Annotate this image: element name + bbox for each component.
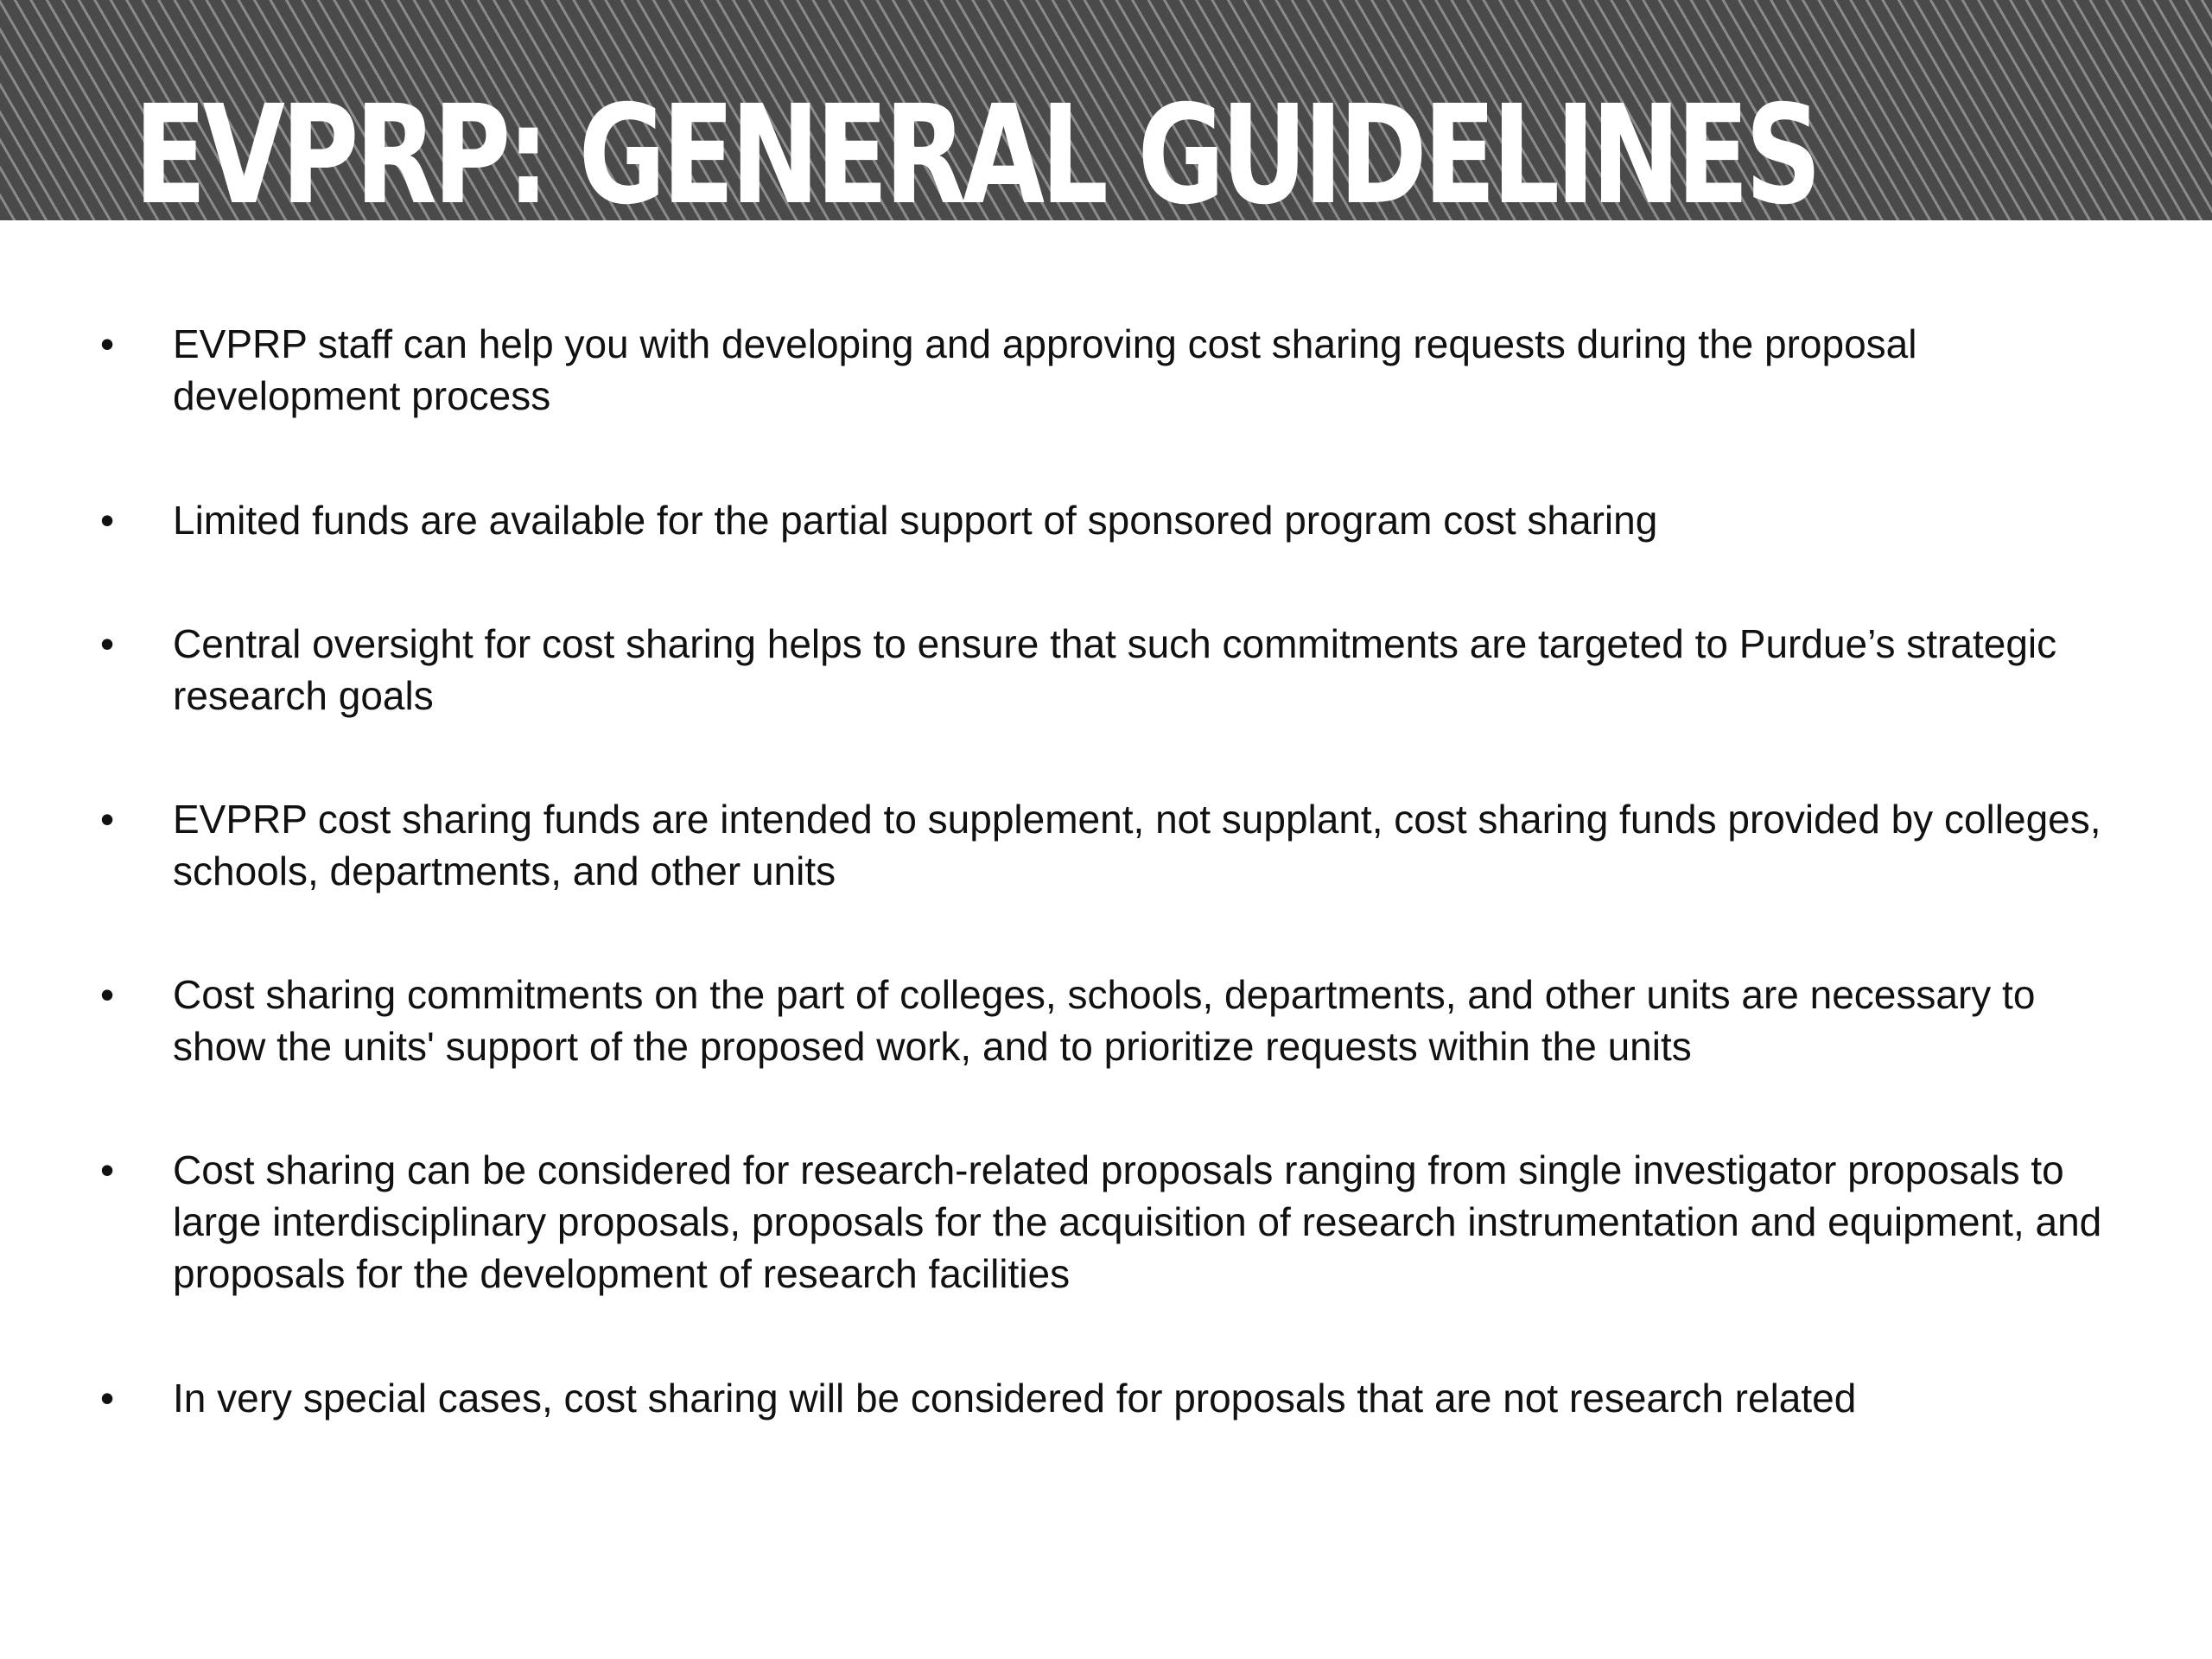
bullet-point-icon: • <box>100 1147 115 1192</box>
bullet-point-icon: • <box>100 321 115 366</box>
slide-title: EVPRP: GENERAL GUIDELINES <box>134 76 1818 235</box>
bullet-text: Cost sharing commitments on the part of colleges, schools, departments, and other units are necessary to show the units' support of the proposed work, and to prioritize requests within the units <box>173 972 2036 1069</box>
title-banner <box>0 0 2212 235</box>
bullet-point-icon: • <box>100 1376 115 1421</box>
bullet-point-icon: • <box>100 797 115 842</box>
bullet-point-icon: • <box>100 498 115 543</box>
bullet-text: Central oversight for cost sharing helps to ensure that such commitments are targeted to Purdue’s strategic research goals <box>173 621 2057 718</box>
bullet-text: Cost sharing can be considered for research-related proposals ranging from single investigator proposals to large interdisciplinary proposals, proposals for the acquisition of research instrumentation and equipment, and proposals for the development of research facilities <box>173 1147 2102 1296</box>
bullet-text: EVPRP cost sharing funds are intended to supplement, not supplant, cost sharing funds provided by colleges, schools, departments, and other units <box>173 797 2101 893</box>
bullet-point-icon: • <box>100 621 115 666</box>
bullet-point-icon: • <box>100 972 115 1017</box>
bullet-text: EVPRP staff can help you with developing and approving cost sharing requests during the proposal development process <box>173 321 1917 418</box>
bullet-text: Limited funds are available for the partial support of sponsored program cost sharing <box>173 498 1658 543</box>
bullet-text: In very special cases, cost sharing will be considered for proposals that are not research related <box>173 1376 1857 1421</box>
